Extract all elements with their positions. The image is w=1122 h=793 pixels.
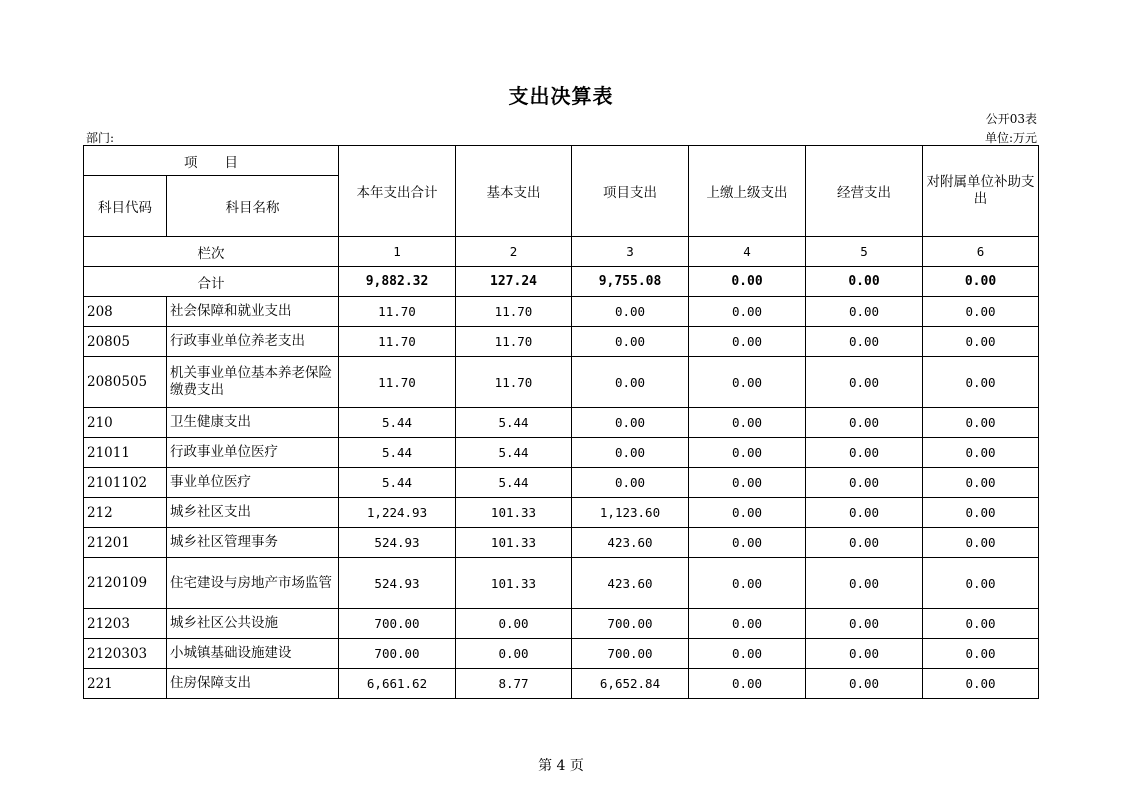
- seq-num: 4: [689, 237, 806, 267]
- row-value: 5.44: [456, 468, 572, 498]
- row-value: 700.00: [572, 639, 689, 669]
- row-value: 8.77: [456, 669, 572, 699]
- row-value: 0.00: [806, 468, 923, 498]
- table-row: [84, 297, 1039, 327]
- row-value: 101.33: [456, 498, 572, 528]
- page-number: 第 4 页: [538, 758, 584, 774]
- row-value: 0.00: [689, 357, 806, 408]
- row-value: 0.00: [806, 498, 923, 528]
- row-value: 0.00: [689, 669, 806, 699]
- row-value: 0.00: [923, 498, 1039, 528]
- seq-num: 5: [806, 237, 923, 267]
- row-value: 0.00: [923, 327, 1039, 357]
- row-value: 0.00: [689, 327, 806, 357]
- row-name: 事业单位医疗: [167, 468, 339, 498]
- row-value: 423.60: [572, 558, 689, 609]
- row-value: 0.00: [806, 438, 923, 468]
- row-value: 423.60: [572, 528, 689, 558]
- form-number: 公开03表: [985, 112, 1037, 126]
- row-name: 城乡社区管理事务: [167, 528, 339, 558]
- row-code: 20805: [84, 327, 167, 357]
- table-row: [84, 558, 1039, 609]
- row-value: 0.00: [572, 357, 689, 408]
- row-value: 0.00: [806, 609, 923, 639]
- row-value: 0.00: [689, 438, 806, 468]
- department-label: 部门:: [86, 131, 115, 145]
- row-name: 行政事业单位养老支出: [167, 327, 339, 357]
- row-value: 0.00: [806, 639, 923, 669]
- row-value: 0.00: [689, 468, 806, 498]
- row-name: 城乡社区支出: [167, 498, 339, 528]
- row-name: 城乡社区公共设施: [167, 609, 339, 639]
- total-value: 127.24: [456, 267, 572, 297]
- total-value: 0.00: [806, 267, 923, 297]
- row-value: 101.33: [456, 558, 572, 609]
- header-col-project: 项目支出: [572, 146, 689, 237]
- row-value: 5.44: [339, 408, 456, 438]
- row-code: 221: [84, 669, 167, 699]
- row-code: 2120303: [84, 639, 167, 669]
- header-name: 科目名称: [167, 176, 339, 237]
- row-code: 21011: [84, 438, 167, 468]
- row-code: 21203: [84, 609, 167, 639]
- row-value: 700.00: [339, 609, 456, 639]
- row-value: 6,661.62: [339, 669, 456, 699]
- row-value: 0.00: [689, 558, 806, 609]
- row-code: 2080505: [84, 357, 167, 408]
- row-name: 社会保障和就业支出: [167, 297, 339, 327]
- row-value: 0.00: [689, 639, 806, 669]
- row-value: 0.00: [923, 468, 1039, 498]
- row-value: 0.00: [923, 528, 1039, 558]
- table-row: [84, 528, 1039, 558]
- row-value: 0.00: [923, 558, 1039, 609]
- row-value: 11.70: [456, 327, 572, 357]
- row-value: 0.00: [923, 438, 1039, 468]
- row-value: 1,224.93: [339, 498, 456, 528]
- row-value: 524.93: [339, 528, 456, 558]
- seq-num: 6: [923, 237, 1039, 267]
- row-value: 0.00: [572, 297, 689, 327]
- row-value: 11.70: [339, 357, 456, 408]
- row-value: 0.00: [923, 297, 1039, 327]
- seq-row-label: 栏次: [84, 237, 339, 267]
- table-row: [84, 639, 1039, 669]
- table-row: [84, 468, 1039, 498]
- total-value: 9,755.08: [572, 267, 689, 297]
- row-value: 0.00: [806, 558, 923, 609]
- seq-num: 2: [456, 237, 572, 267]
- row-value: 0.00: [806, 528, 923, 558]
- header-code: 科目代码: [84, 176, 167, 237]
- row-name: 行政事业单位医疗: [167, 438, 339, 468]
- row-value: 0.00: [689, 528, 806, 558]
- row-value: 5.44: [456, 408, 572, 438]
- row-value: 0.00: [923, 357, 1039, 408]
- row-value: 0.00: [923, 669, 1039, 699]
- total-row-label: 合计: [84, 267, 339, 297]
- table-row: [84, 408, 1039, 438]
- header-item-group: 项 目: [84, 146, 339, 176]
- table-row: [84, 609, 1039, 639]
- row-name: 卫生健康支出: [167, 408, 339, 438]
- page-title: 支出决算表: [508, 84, 614, 108]
- row-value: 0.00: [806, 357, 923, 408]
- row-name: 住宅建设与房地产市场监管: [167, 558, 339, 609]
- row-value: 0.00: [572, 327, 689, 357]
- row-value: 0.00: [923, 408, 1039, 438]
- row-value: 0.00: [572, 438, 689, 468]
- row-value: 11.70: [339, 327, 456, 357]
- row-value: 0.00: [806, 669, 923, 699]
- table-row: [84, 669, 1039, 699]
- row-value: 11.70: [339, 297, 456, 327]
- row-value: 0.00: [689, 498, 806, 528]
- row-value: 700.00: [572, 609, 689, 639]
- header-col-total: 本年支出合计: [339, 146, 456, 237]
- seq-num: 1: [339, 237, 456, 267]
- row-name: 小城镇基础设施建设: [167, 639, 339, 669]
- seq-num: 3: [572, 237, 689, 267]
- row-value: 6,652.84: [572, 669, 689, 699]
- row-value: 11.70: [456, 357, 572, 408]
- row-code: 21201: [84, 528, 167, 558]
- row-value: 0.00: [806, 327, 923, 357]
- row-value: 1,123.60: [572, 498, 689, 528]
- header-col-subsidy: 对附属单位补助支出: [923, 146, 1039, 237]
- total-value: 0.00: [689, 267, 806, 297]
- row-code: 210: [84, 408, 167, 438]
- row-value: 0.00: [689, 408, 806, 438]
- table-row: [84, 327, 1039, 357]
- row-value: 0.00: [689, 609, 806, 639]
- row-code: 2120109: [84, 558, 167, 609]
- total-value: 0.00: [923, 267, 1039, 297]
- row-value: 0.00: [923, 639, 1039, 669]
- row-value: 11.70: [456, 297, 572, 327]
- row-value: 0.00: [689, 297, 806, 327]
- expenditure-table: [83, 145, 1039, 699]
- row-name: 机关事业单位基本养老保险缴费支出: [167, 357, 339, 408]
- row-value: 5.44: [339, 438, 456, 468]
- row-code: 212: [84, 498, 167, 528]
- table-row: [84, 357, 1039, 408]
- table-row: [84, 438, 1039, 468]
- row-value: 524.93: [339, 558, 456, 609]
- header-col-basic: 基本支出: [456, 146, 572, 237]
- row-value: 0.00: [806, 408, 923, 438]
- total-value: 9,882.32: [339, 267, 456, 297]
- row-code: 208: [84, 297, 167, 327]
- header-col-business: 经营支出: [806, 146, 923, 237]
- row-code: 2101102: [84, 468, 167, 498]
- row-value: 0.00: [572, 468, 689, 498]
- row-value: 0.00: [806, 297, 923, 327]
- row-value: 5.44: [456, 438, 572, 468]
- row-value: 0.00: [572, 408, 689, 438]
- row-value: 5.44: [339, 468, 456, 498]
- header-col-upper: 上缴上级支出: [689, 146, 806, 237]
- row-value: 101.33: [456, 528, 572, 558]
- row-value: 0.00: [456, 639, 572, 669]
- row-value: 0.00: [456, 609, 572, 639]
- table-row: [84, 498, 1039, 528]
- row-value: 0.00: [923, 609, 1039, 639]
- row-value: 700.00: [339, 639, 456, 669]
- row-name: 住房保障支出: [167, 669, 339, 699]
- unit-label: 单位:万元: [984, 131, 1037, 145]
